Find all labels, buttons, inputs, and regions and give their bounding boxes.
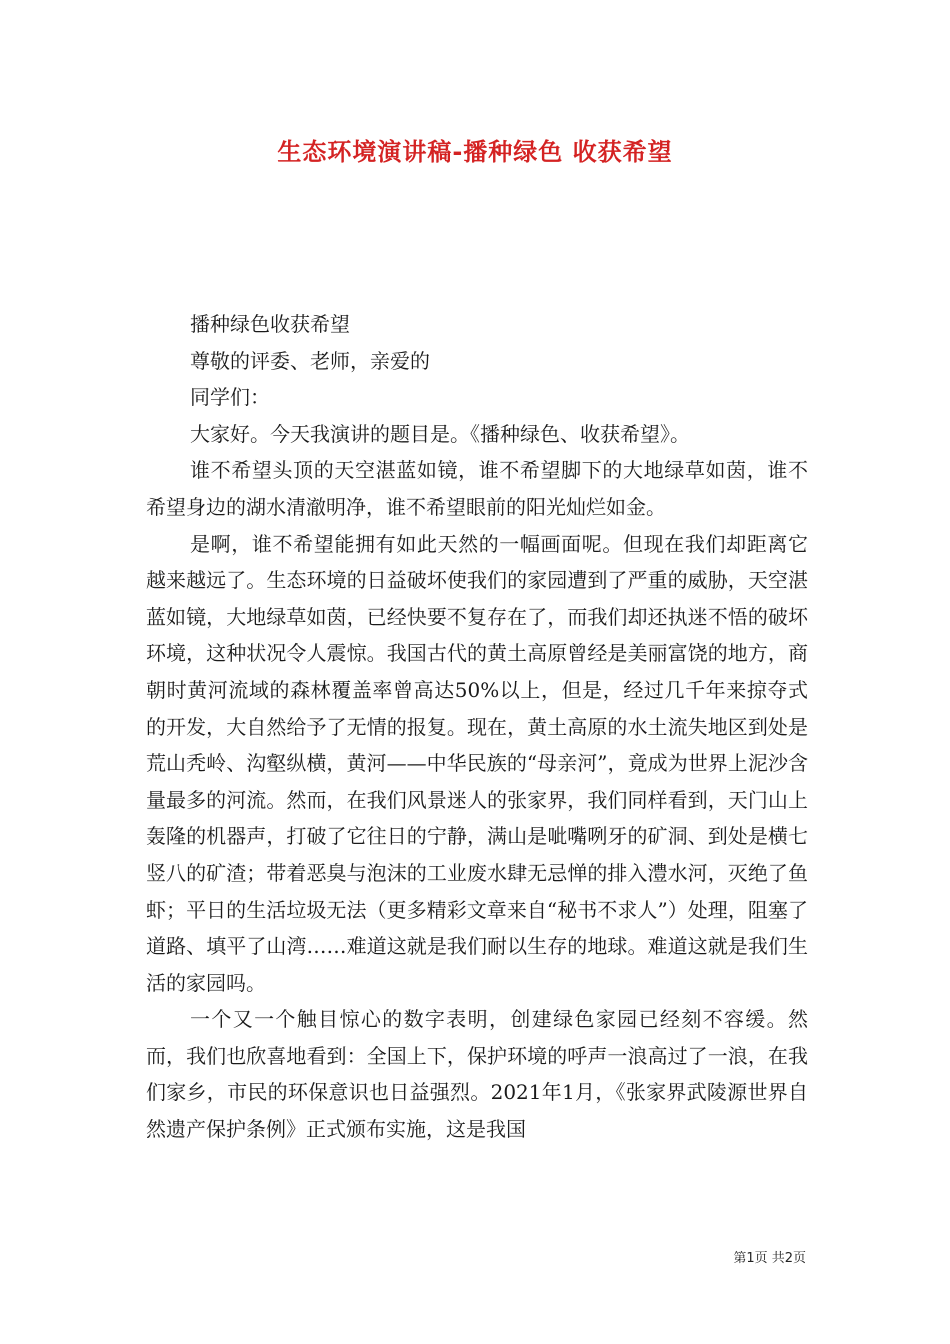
paragraph-subtitle: 播种绿色收获希望 [190,312,350,336]
paragraph: 是啊，谁不希望能拥有如此天然的一幅画面呢。但现在我们却距离它越来越远了。生态环境的日益破坏使我们的家园遭到了严重的威胁，天空湛蓝如镜，大地绿草如茵，已经快要不复存在了，而我们却还执迷不悟的破坏环境，这种状况令人震惊。我国古代的黄土高原曾经是美丽富饶的地方，商朝时黄河流域的森林覆盖率曾高达50%以上，但是，经过几千年来掠夺式的开发，大自然给予了无情的报复。现在，黄土高原的水土流失地区到处是荒山秃岭、沟壑纵横，黄河——中华民族的“母亲河”，竟成为世界上泥沙含量最多的河流。然而，在我们风景迷人的张家界，我们同样看到，天门山上轰隆的机器声，打破了它往日的宁静，满山是呲嘴咧牙的矿洞、到处是横七竖八的矿渣；带着恶臭与泡沫的工业废水肆无忌惮的排入澧水河，灭绝了鱼虾；平日的生活垃圾无法（更多精彩文章来自“秘书不求人”）处理，阻塞了道路、填平了山湾……难道这就是我们耐以生存的地球。难道这就是我们生活的家园吗。 [146,531,808,995]
paragraph-salutation: 尊敬的评委、老师，亲爱的 [190,348,430,373]
page-number: 第1页 共2页 [733,1251,806,1266]
paragraph: 谁不希望头顶的天空湛蓝如镜，谁不希望脚下的大地绿草如茵，谁不希望身边的湖水清澈明净，谁不希望眼前的阳光灿烂如金。 [146,458,808,519]
document-body [146,306,808,1148]
document-title: 生态环境演讲稿-播种绿色 收获希望 [277,138,673,166]
paragraph: 一个又一个触目惊心的数字表明，创建绿色家园已经刻不容缓。然而，我们也欣喜地看到：全国上下，保护环境的呼声一浪高过了一浪，在我们家乡，市民的环保意识也日益强烈。2021年1月，《张家界武陵源世界自然遗产保护条例》正式颁布实施，这是我国 [146,1007,808,1142]
paragraph-salutation-cont: 同学们： [190,385,270,410]
paragraph-greeting: 大家好。今天我演讲的题目是。《播种绿色、收获希望》。 [190,421,690,446]
